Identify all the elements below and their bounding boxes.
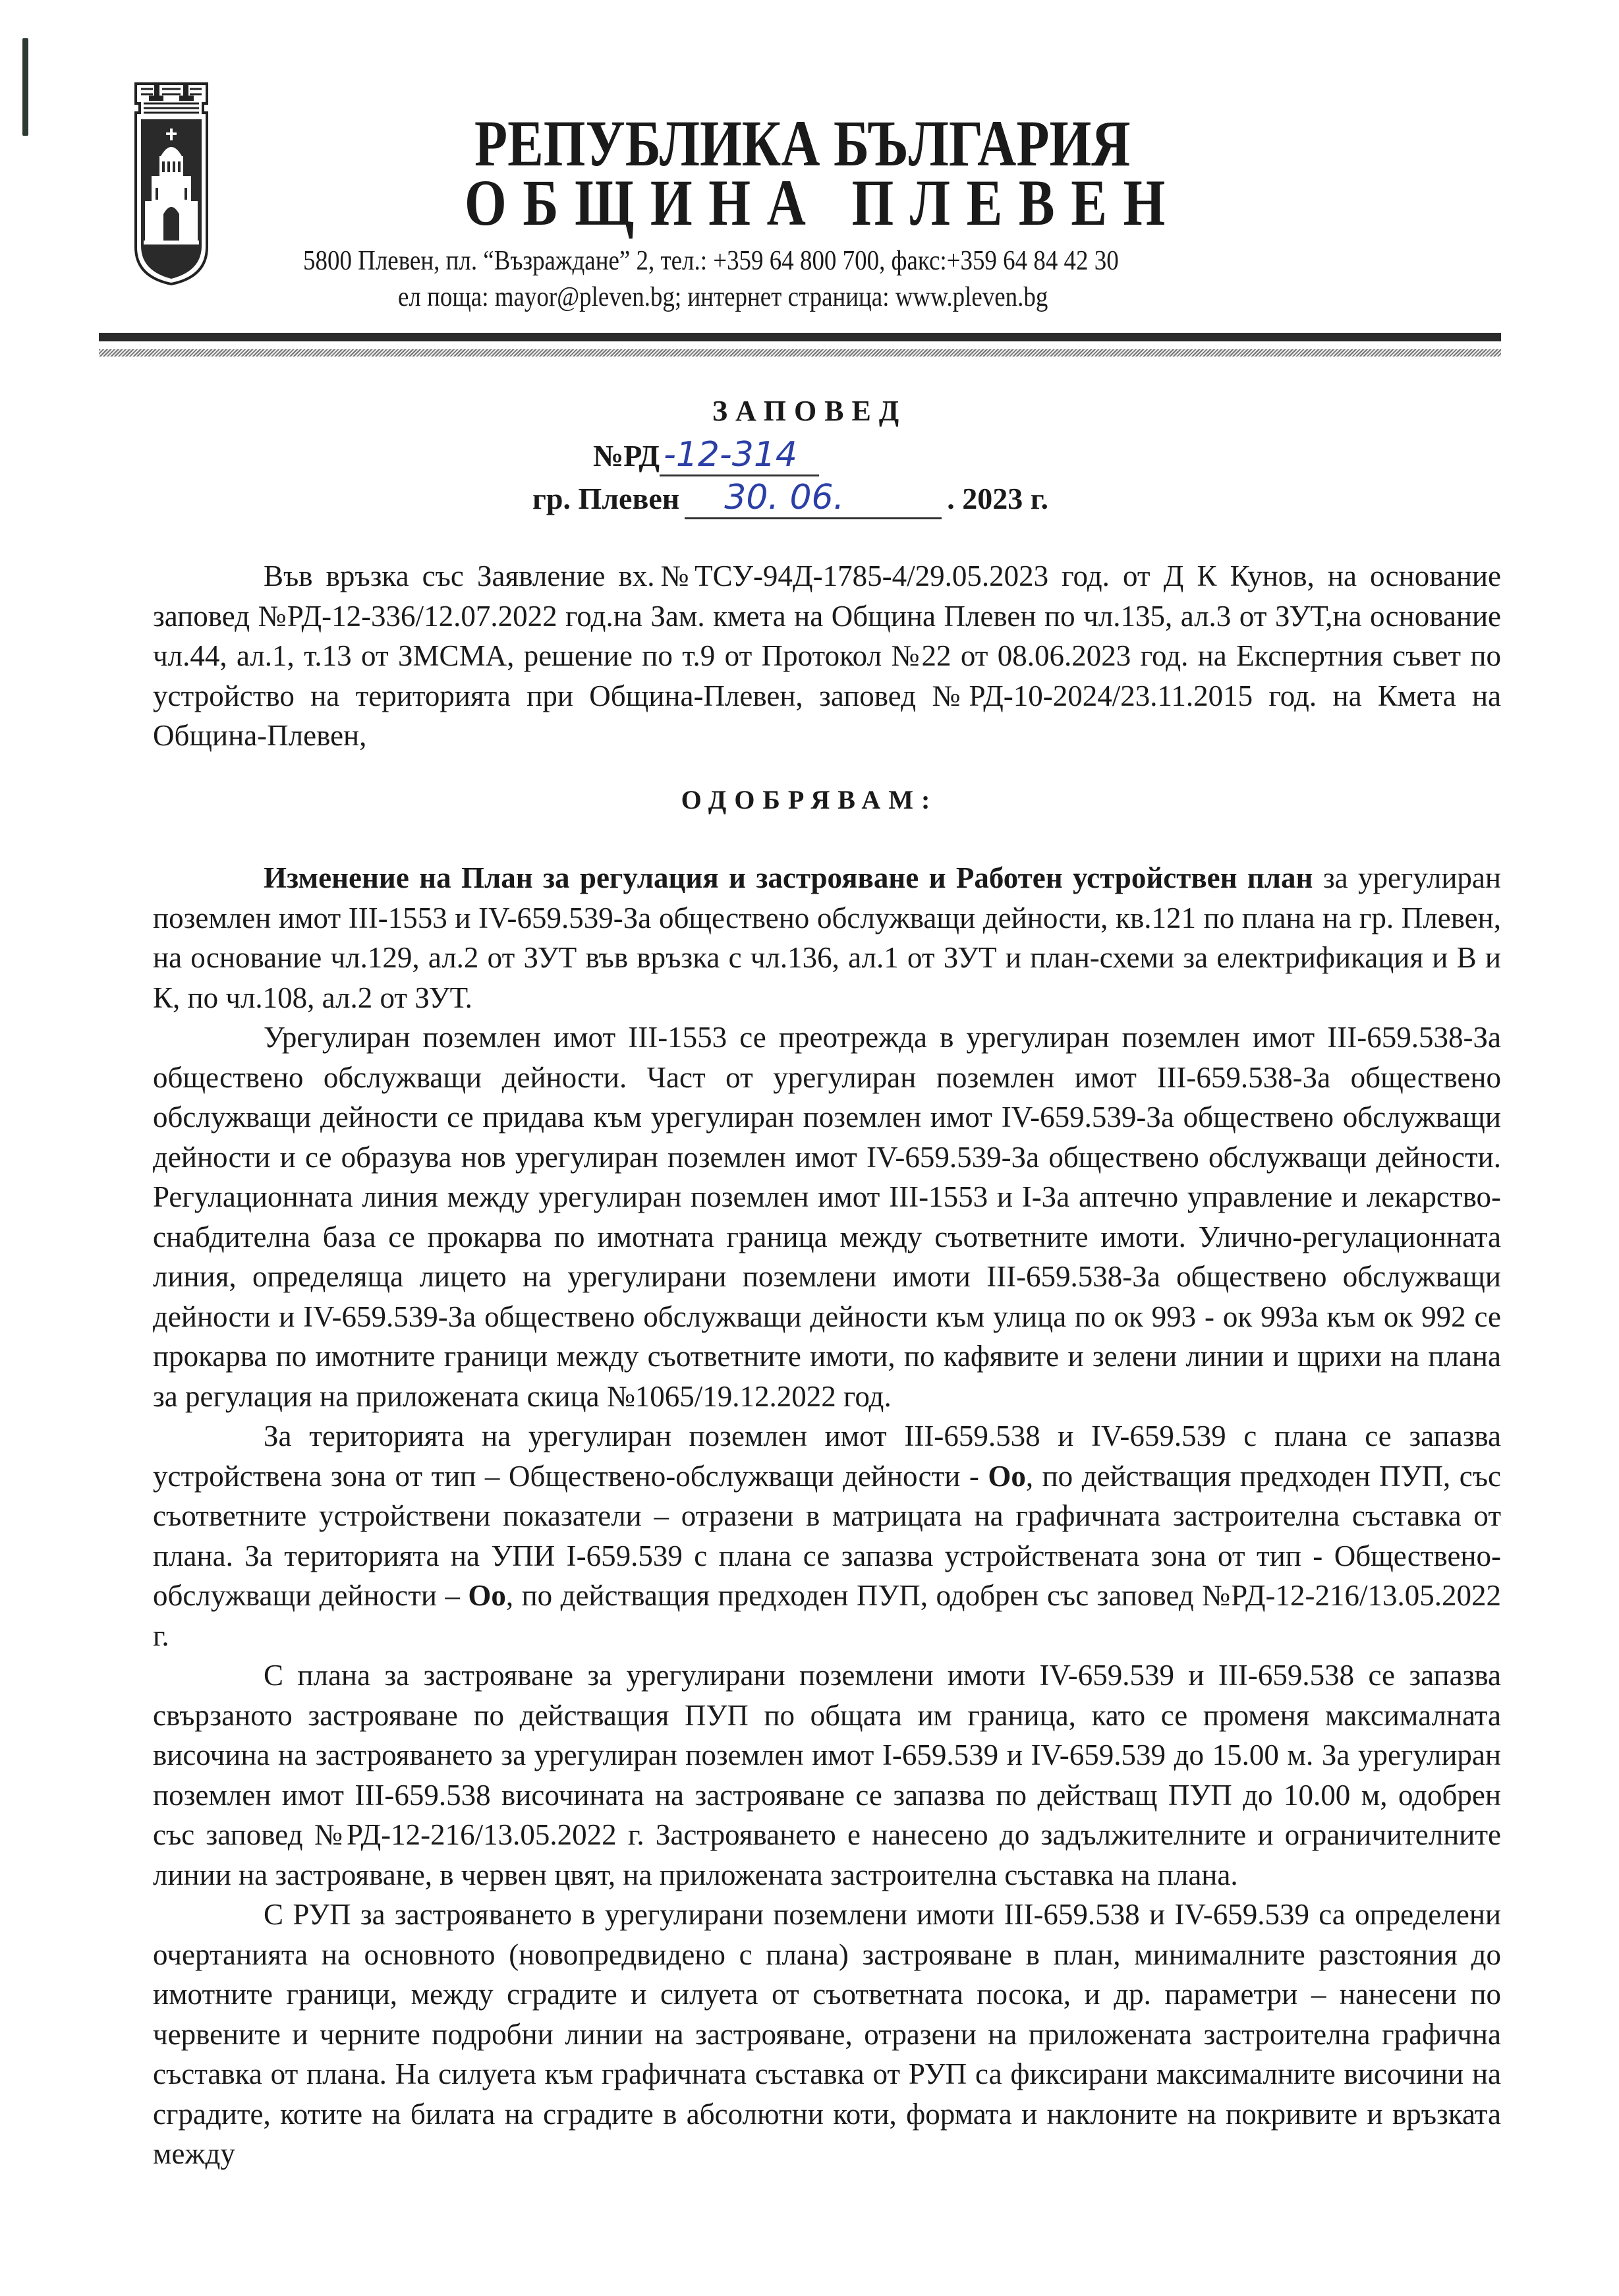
paragraph-3 <box>153 1416 1501 1655</box>
letterhead-divider-hatched <box>99 349 1501 357</box>
order-date-line <box>532 478 1048 519</box>
order-number <box>593 435 819 476</box>
paragraph-3-c: , по действащия предходен ПУП, със съответните устройствени показатели – отразени в матрицата на графичната застроителна съставка от плана. За територията на УПИ I-659.539 с плана се запазва устройствената зона от тип - Обществено-обслужващи дейности – <box>153 1459 1501 1612</box>
preamble-text: Във връзка със Заявление вх.№ТСУ-94Д-1785-4/29.05.2023 год. от Д К Кунов, на основание заповед №РД-12-336/12.07.2022 год.на Зам. кмета на Община Плевен по чл.135, ал.3 от ЗУТ,на основание чл.44, ал.1, т.13 от ЗМСМА, решение по т.9 от Протокол №22 от 08.06.2023 год. на Експертния съвет по устройство на територията при Община-Плевен, заповед №РД-10-2024/23.11.2015 год. на Кмета на Община-Плевен, <box>153 560 1501 752</box>
decision-body <box>153 858 1501 2174</box>
letterhead-divider <box>99 333 1501 341</box>
order-year: . 2023 г. <box>947 482 1048 515</box>
address-line: 5800 Плевен, пл. “Възраждане” 2, тел.: +359 64 800 700, факс:+359 64 84 42 30 <box>303 246 1119 276</box>
order-place: гр. Плевен <box>532 482 680 515</box>
order-title: ЗАПОВЕД <box>712 395 907 427</box>
order-number-handwritten: -12-314 <box>660 435 819 476</box>
paragraph-1-bold: Изменение на План за регулация и застрояване и Работен устройствен план <box>264 861 1313 894</box>
approve-heading: ОДОБРЯВАМ: <box>681 785 938 815</box>
paragraph-3-e: , по действащия предходен ПУП, одобрен със заповед №РД-12-216/13.05.2022 г. <box>153 1579 1501 1652</box>
paragraph-3-a: За територията на урегулиран поземлен имот III-659.538 и IV-659.539 с плана се запазва устройствена зона от тип – Обществено-обслужващи дейности - <box>153 1420 1501 1493</box>
contacts-line: ел поща: mayor@pleven.bg; интернет страница: www.pleven.bg <box>398 282 1048 312</box>
zone-code: Оо <box>468 1579 506 1612</box>
paragraph-1 <box>153 858 1501 1018</box>
coat-of-arms-logo <box>132 82 211 287</box>
paragraph-2: Урегулиран поземлен имот III-1553 се преотрежда в урегулиран поземлен имот III-659.538-За обществено обслужващи дейности. Част от урегулиран поземлен имот III-659.538-За обществено обслужващи дейности се придава към урегулиран поземлен имот IV-659.539-За обществено обслужващи дейности и се образува нов урегулиран поземлен имот IV-659.539-За обществено обслужващи дейности. Регулационната линия между урегулиран поземлен имот III-1553 и I-За аптечно управление и лекарство-снабдителна база се прокарва по имотната граница между съответните имоти. Улично-регулационната линия, определяща лицето на урегулирани поземлени имоти III-659.538-За обществено обслужващи дейности и IV-659.539-За обществено обслужващи дейности към улица по ок 993 - ок 993а към ок 992 се прокарва по имотните граници между съответните имоти, по кафявите и зелени линии и щрихи на плана за регулация на приложената скица №1065/19.12.2022 год. <box>153 1021 1501 1413</box>
order-number-prefix: №РД <box>593 439 660 473</box>
zone-code: Оо <box>988 1459 1026 1493</box>
country-title: РЕПУБЛИКА БЪЛГАРИЯ <box>474 107 1131 180</box>
paragraph-1-rest: за урегулиран поземлен имот III-1553 и IV-659.539-За обществено обслужващи дейности, кв.121 по плана на гр. Плевен, на основание чл.129, ал.2 от ЗУТ във връзка с чл.136, ал.1 от ЗУТ и план-схеми за електрификация и В и К, по чл.108, ал.2 от ЗУТ. <box>153 861 1501 1014</box>
municipality-title: ОБЩИНА ПЛЕВЕН <box>465 166 1181 239</box>
order-date-handwritten: 30. 06. <box>685 478 942 519</box>
preamble <box>153 556 1501 756</box>
paragraph-4: С плана за застрояване за урегулирани поземлени имоти IV-659.539 и III-659.538 се запазва свързаното застрояване по действащия ПУП по общата им граница, като се променя максималната височина на застрояването за урегулиран поземлен имот I-659.539 и IV-659.539 до 15.00 м. За урегулиран поземлен имот III-659.538 височината на застрояване се запазва по действащ ПУП до 10.00 м, одобрен със заповед №РД-12-216/13.05.2022 г. Застрояването е нанесено до задължителните и ограничителните линии на застрояване, в червен цвят, на приложената застроителна съставка на плана. <box>153 1659 1501 1891</box>
paragraph-5: С РУП за застрояването в урегулирани поземлени имоти III-659.538 и IV-659.539 са определени очертанията на основното (новопредвидено с плана) застрояване в план, минималните разстояния до имотните граници, между сградите и силуета от съответната посока, и др. параметри – нанесени по червените и черните подробни линии на застрояване, отразени на приложената застроителна графична съставка от плана. На силуета към графичната съставка от РУП са фиксирани максималните височини на сградите, котите на билата на сградите в абсолютни коти, формата и наклоните на покривите и връзката между <box>153 1898 1501 2170</box>
scan-edge-mark <box>22 38 28 136</box>
